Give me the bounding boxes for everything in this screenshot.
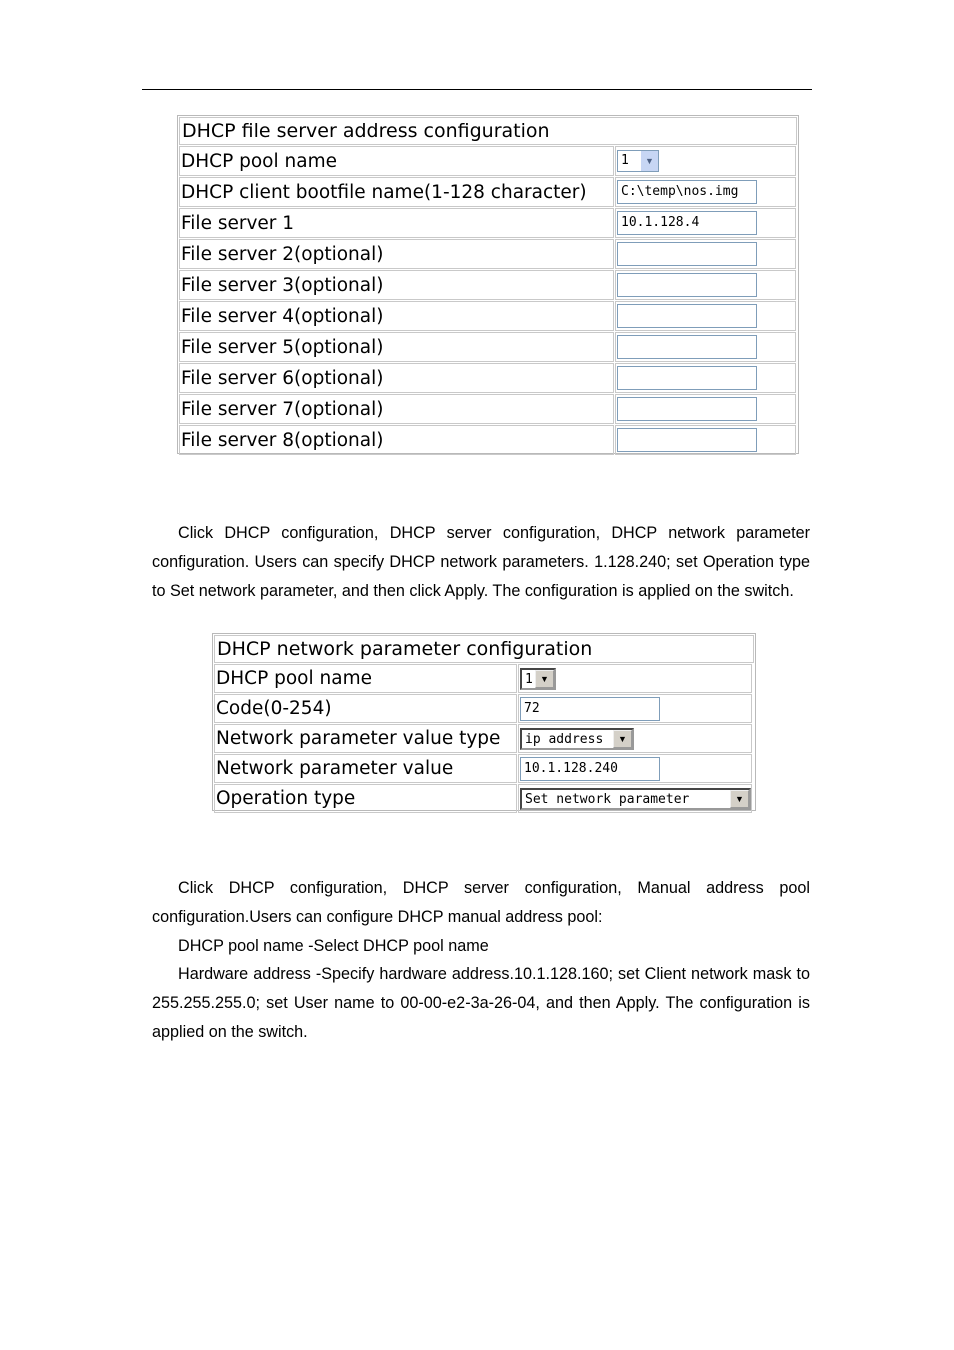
file-server-input[interactable] (617, 397, 757, 421)
file-server-label: File server 3(optional) (179, 270, 614, 300)
form-title: DHCP file server address configuration (179, 117, 797, 145)
pool-name-select[interactable]: 1 ▼ (617, 150, 659, 172)
chevron-down-icon: ▼ (640, 151, 658, 171)
file-server-input[interactable] (617, 304, 757, 328)
header-rule (142, 89, 812, 90)
file-server-label: File server 4(optional) (179, 301, 614, 331)
form-title: DHCP network parameter configuration (214, 635, 754, 663)
bootfile-label: DHCP client bootfile name(1-128 character) (179, 177, 614, 207)
file-server-label: File server 6(optional) (179, 363, 614, 393)
file-server-input[interactable] (617, 366, 757, 390)
file-server-label: File server 1 (179, 208, 614, 238)
pool-name-select[interactable]: 1 ▼ (520, 668, 556, 690)
file-server-input[interactable]: 10.1.128.4 (617, 211, 757, 235)
operation-type-select[interactable]: Set network parameter ▼ (520, 788, 751, 810)
network-parameter-config-form (212, 633, 756, 811)
triangle-down-icon: ▼ (730, 790, 749, 808)
pool-name-label: DHCP pool name (214, 664, 517, 693)
value-type-select[interactable]: ip address ▼ (520, 728, 634, 750)
file-server-label: File server 8(optional) (179, 425, 614, 455)
paragraph: Click DHCP configuration, DHCP server configuration, DHCP network parameter configuration. Users can specify DHCP network parameters. 1.128.240; set Operation type to Set network parameter, and then click Apply. The configuration is applied on the switch. (152, 524, 810, 600)
paragraph: DHCP pool name -Select DHCP pool name (178, 937, 489, 955)
file-server-config-form (177, 115, 799, 454)
file-server-input[interactable] (617, 335, 757, 359)
bootfile-input[interactable]: C:\temp\nos.img (617, 180, 757, 204)
paragraph: Click DHCP configuration, DHCP server configuration, Manual address pool configuration.Users can configure DHCP manual address pool: (152, 879, 810, 926)
code-input[interactable]: 72 (520, 697, 660, 721)
pool-name-label: DHCP pool name (179, 146, 614, 176)
param-value-label: Network parameter value (214, 754, 517, 783)
triangle-down-icon: ▼ (613, 730, 632, 748)
file-server-input[interactable] (617, 242, 757, 266)
param-value-input[interactable]: 10.1.128.240 (520, 757, 660, 781)
paragraph: Hardware address -Specify hardware address.10.1.128.160; set Client network mask to 255.255.255.0; set User name to 00-00-e2-3a-26-04, and then Apply. The configuration is applied on the switch. (152, 965, 810, 1041)
file-server-label: File server 2(optional) (179, 239, 614, 269)
file-server-label: File server 7(optional) (179, 394, 614, 424)
code-label: Code(0-254) (214, 694, 517, 723)
value-type-label: Network parameter value type (214, 724, 517, 753)
operation-type-label: Operation type (214, 784, 517, 813)
file-server-label: File server 5(optional) (179, 332, 614, 362)
triangle-down-icon: ▼ (535, 670, 554, 688)
file-server-input[interactable] (617, 428, 757, 452)
file-server-input[interactable] (617, 273, 757, 297)
